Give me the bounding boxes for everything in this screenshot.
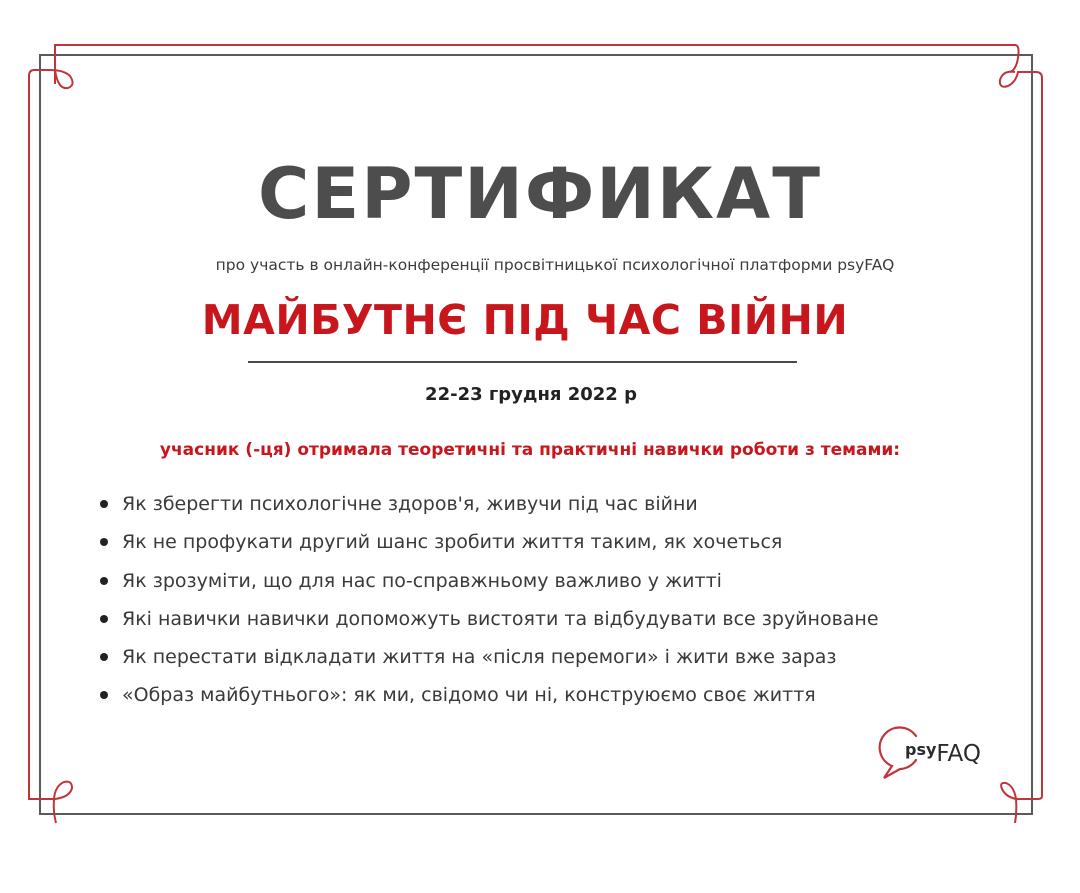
divider — [248, 361, 797, 363]
topics-list — [98, 490, 879, 720]
topic-text: Як не профукати другий шанс зробити життя таким, як хочеться — [122, 531, 783, 554]
red-loop-bottom-right — [1001, 783, 1016, 823]
list-item — [98, 567, 879, 605]
certificate-title: СЕРТИФИКАТ — [258, 153, 822, 235]
bullet-icon — [100, 500, 108, 508]
logo-prefix: psy — [905, 740, 937, 759]
topic-text: Як зберегти психологічне здоров'я, живучи під час війни — [122, 493, 698, 515]
event-name: МАЙБУТНЄ ПІД ЧАС ВІЙНИ — [201, 296, 849, 344]
list-item — [98, 605, 879, 643]
bullet-icon — [100, 615, 108, 623]
list-item — [98, 681, 879, 719]
certificate-subtitle: про участь в онлайн-конференції просвітницької психологічної платформи psyFAQ — [215, 256, 895, 274]
list-item — [98, 490, 879, 528]
event-date: 22-23 грудня 2022 р — [425, 384, 637, 405]
bullet-icon — [100, 538, 108, 546]
logo-suffix: FAQ — [936, 741, 981, 767]
topic-text: «Образ майбутнього»: як ми, свідомо чи ні, конструюємо своє життя — [122, 684, 816, 707]
red-border-top — [55, 45, 1019, 84]
list-item — [98, 528, 879, 566]
psyfaq-logo — [872, 722, 992, 782]
bullet-icon — [100, 691, 108, 699]
topic-text: Як зрозуміти, що для нас по-справжньому важливо у житті — [122, 569, 722, 592]
bullet-icon — [100, 577, 108, 585]
topic-text: Які навички навички допоможуть вистояти та відбудувати все зруйноване — [122, 607, 879, 630]
red-loop-top-right — [1000, 72, 1042, 87]
topics-intro: учасник (-ця) отримала теоретичні та практичні навички роботи з темами: — [159, 440, 901, 460]
topic-text: Як перестати відкладати життя на «після перемоги» і жити вже зараз — [122, 646, 837, 669]
bullet-icon — [100, 653, 108, 661]
red-loop-top-left — [29, 70, 73, 88]
list-item — [98, 643, 879, 681]
logo-text — [905, 740, 981, 767]
red-loop-bottom-left — [40, 782, 72, 823]
